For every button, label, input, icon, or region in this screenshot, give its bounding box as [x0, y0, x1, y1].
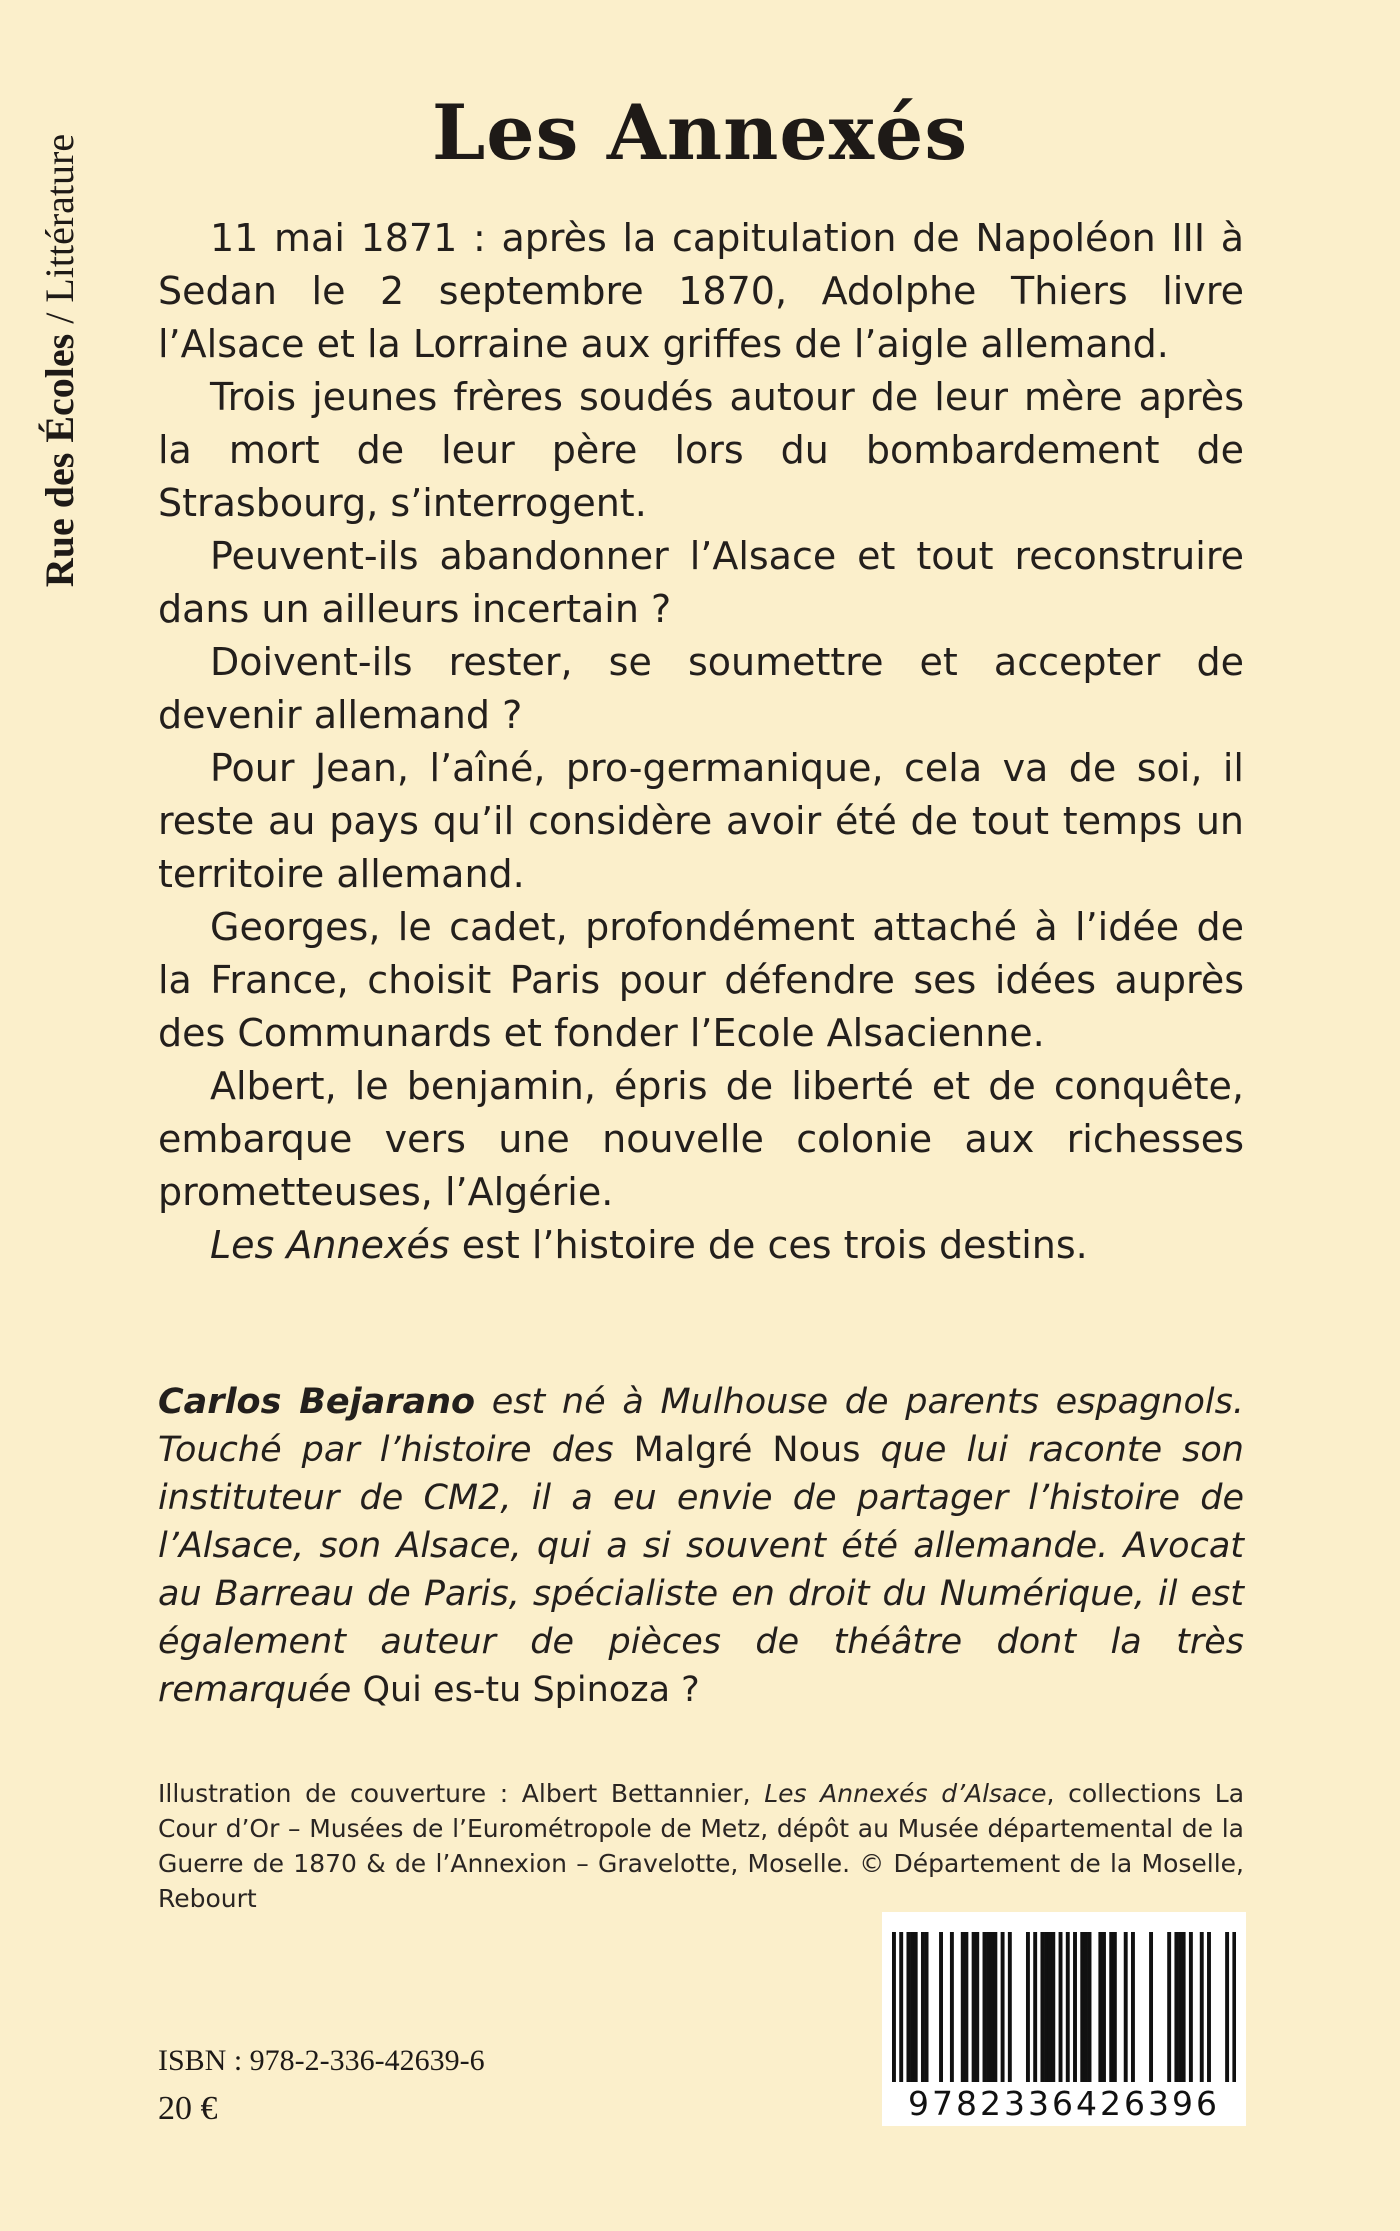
barcode-digits: 9782336426396 [908, 2084, 1220, 2123]
synopsis-paragraph-last [158, 1219, 1244, 1272]
barcode-bar [906, 1932, 910, 2082]
barcode-bar [1051, 1932, 1055, 2082]
synopsis-paragraph: Doivent-ils rester, se soumettre et accepter de devenir allemand ? [158, 640, 1244, 737]
book-title: Les Annexés [431, 88, 969, 177]
barcode-bar [993, 1932, 997, 2082]
barcode-bar [1149, 1932, 1153, 2082]
barcode-bar [1102, 1932, 1106, 2082]
barcode-bar [939, 1932, 943, 2082]
barcode-bar [1200, 1932, 1204, 2082]
barcode-bar [990, 1932, 994, 2082]
barcode-bar [1044, 1932, 1048, 2082]
barcode-bar [899, 1932, 903, 2082]
author-bio [158, 1378, 1244, 1714]
credits-suffix: , collections La Cour d’Or – Musées de l’Eurométropole de Metz, dépôt au Musée départemental de la Guerre de 1870 & de l’Annexion – Gravelotte, Moselle. © Département de la Moselle, Rebourt [158, 1779, 1245, 1913]
barcode-bar [983, 1932, 987, 2082]
bio-upright-2: Qui es-tu Spinoza ? [362, 1670, 700, 1710]
barcode-bars [892, 1932, 1236, 2082]
synopsis-last-text: est l’histoire de ces trois destins. [449, 1223, 1088, 1267]
synopsis-paragraph: Albert, le benjamin, épris de liberté et de conquête, embarque vers une nouvelle colonie aux richesses prometteuses, l’Algérie. [158, 1064, 1244, 1214]
synopsis-title-italic: Les Annexés [210, 1223, 450, 1267]
credits-prefix: Illustration de couverture : Albert Bettannier, [158, 1779, 765, 1808]
barcode-bar [1124, 1932, 1128, 2082]
barcode-bar [925, 1932, 929, 2082]
credits-artwork-title: Les Annexés d’Alsace [764, 1779, 1047, 1808]
barcode-bar [892, 1932, 896, 2082]
barcode-bar [1084, 1932, 1088, 2082]
barcode-bar [910, 1932, 914, 2082]
isbn: ISBN : 978-2-336-42639-6 [158, 2044, 485, 2077]
barcode-bar [1131, 1932, 1135, 2082]
barcode-bar [1048, 1932, 1052, 2082]
barcode-bar [914, 1932, 918, 2082]
synopsis-paragraph: Pour Jean, l’aîné, pro-germanique, cela va de soi, il reste au pays qu’il considère avoir été de tout temps un territoire allemand. [158, 746, 1244, 896]
barcode-bar [961, 1932, 965, 2082]
barcode-bar [1040, 1932, 1044, 2082]
synopsis-paragraph: Georges, le cadet, profondément attaché à l’idée de la France, choisit Paris pour défendre ses idées auprès des Communards et fonder l’Ecole Alsacienne. [158, 905, 1244, 1055]
barcode-bar [921, 1932, 925, 2082]
bio-upright-1: Malgré Nous [633, 1430, 861, 1470]
barcode-bar [1189, 1932, 1193, 2082]
bio-text-2: que lui raconte son instituteur de CM2, il a eu envie de partager l’histoire de l’Alsace, son Alsace, qui a si souvent été allemande. Avocat au Barreau de Paris, spécialiste en droit du Numérique, il est également auteur de pièces de théâtre dont la très remarquée [158, 1430, 1244, 1710]
collection-name: Rue des Écoles [37, 333, 83, 587]
barcode-bar [1167, 1932, 1171, 2082]
series-name: Littérature [37, 133, 83, 303]
barcode-bar [1109, 1932, 1113, 2082]
barcode-bar [1098, 1932, 1102, 2082]
barcode-bar [1174, 1932, 1178, 2082]
barcode-bar [1073, 1932, 1077, 2082]
barcode-bar [1088, 1932, 1092, 2082]
barcode-bar [1066, 1932, 1070, 2082]
barcode-bar [986, 1932, 990, 2082]
author-name: Carlos Bejarano [158, 1382, 476, 1422]
barcode-bar [1001, 1932, 1005, 2082]
barcode-bar [950, 1932, 954, 2082]
barcode-bar [975, 1932, 979, 2082]
illustration-credits [158, 1776, 1244, 1916]
barcode-bar [1008, 1932, 1012, 2082]
barcode-bar [1232, 1932, 1236, 2082]
barcode [882, 1912, 1246, 2126]
barcode-bar [964, 1932, 968, 2082]
barcode-bar [972, 1932, 976, 2082]
synopsis [158, 212, 1244, 1272]
collection-label [20, 100, 100, 620]
barcode-bar [1225, 1932, 1229, 2082]
bio-text-1: est né à Mulhouse de parents espagnols. Touché par l’histoire des [158, 1382, 1244, 1470]
barcode-bar [1113, 1932, 1117, 2082]
price: 20 € [158, 2090, 218, 2127]
barcode-bar [1178, 1932, 1182, 2082]
barcode-bar [1182, 1932, 1186, 2082]
barcode-bar [1207, 1932, 1211, 2082]
synopsis-paragraph: 11 mai 1871 : après la capitulation de Napoléon III à Sedan le 2 septembre 1870, Adolphe Thiers livre l’Alsace et la Lorraine aux griffes de l’aigle allemand. [158, 216, 1244, 366]
barcode-bar [1026, 1932, 1030, 2082]
barcode-bar [1033, 1932, 1037, 2082]
synopsis-paragraph: Peuvent-ils abandonner l’Alsace et tout reconstruire dans un ailleurs incertain ? [158, 534, 1244, 631]
barcode-bar [1080, 1932, 1084, 2082]
synopsis-paragraph: Trois jeunes frères soudés autour de leur mère après la mort de leur père lors du bombardement de Strasbourg, s’interrogent. [158, 375, 1244, 525]
barcode-bar [1059, 1932, 1063, 2082]
collection-separator: / [37, 302, 83, 334]
